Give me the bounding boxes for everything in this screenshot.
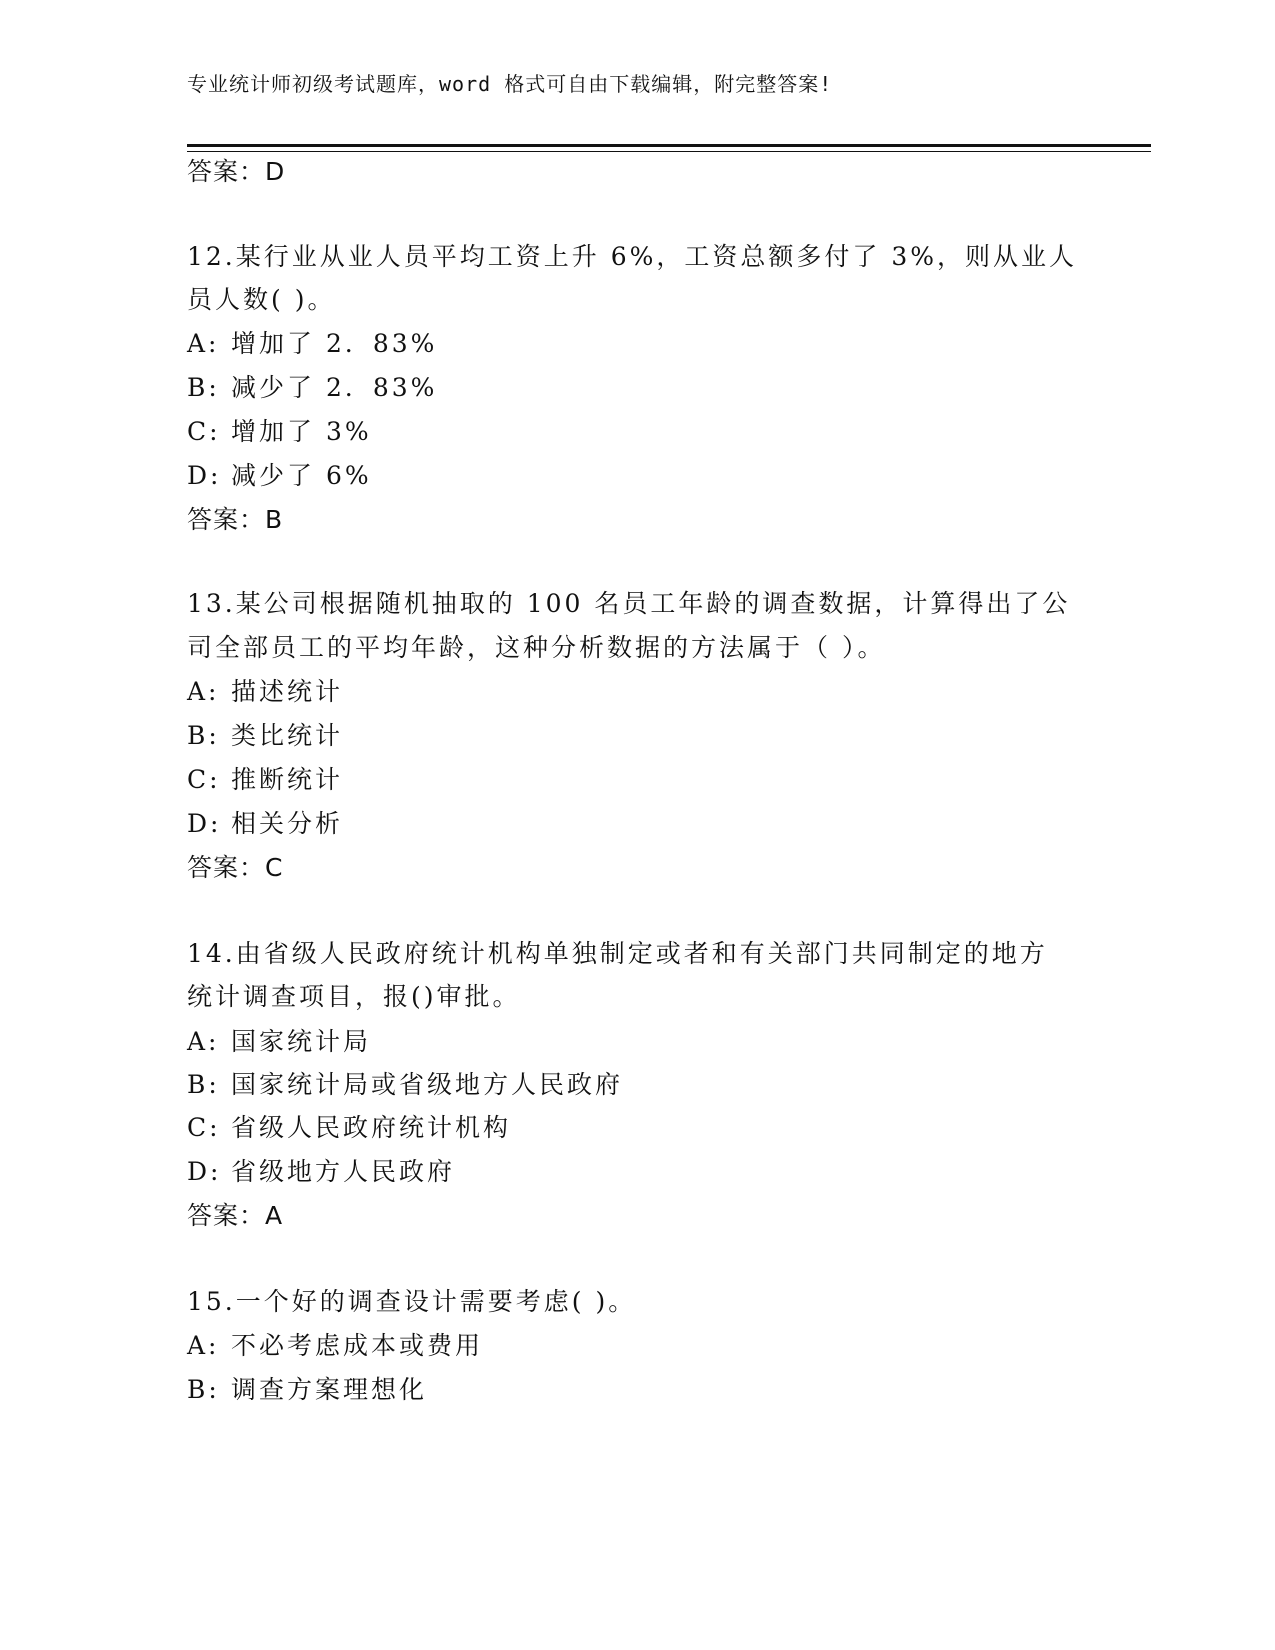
option-letter: C:	[187, 1113, 221, 1142]
question-13-option-d	[187, 810, 1087, 839]
question-13-stem-line-2: 司全部员工的平均年龄，这种分析数据的方法属于（ ）。	[187, 633, 886, 662]
question-12-option-d	[187, 462, 1087, 491]
question-12-stem-line-1: 12.某行业从业人员平均工资上升 6%，工资总额多付了 3%，则从业人	[187, 242, 1077, 271]
question-12-option-b	[187, 374, 1087, 403]
header-rule-thin	[187, 151, 1151, 152]
option-text: 国家统计局或省级地方人民政府	[231, 1070, 624, 1099]
option-letter: B:	[187, 1375, 220, 1404]
question-15-option-a	[187, 1332, 1087, 1361]
question-13-option-c	[187, 766, 1087, 795]
option-letter: C:	[187, 417, 221, 446]
question-14-option-c	[187, 1114, 1087, 1143]
page-header: 专业统计师初级考试题库，word 格式可自由下载编辑，附完整答案!	[187, 72, 833, 96]
option-text: 描述统计	[231, 677, 344, 706]
question-14-answer: 答案：A	[187, 1201, 284, 1230]
option-letter: A:	[187, 329, 220, 358]
option-text: 类比统计	[231, 721, 344, 750]
option-text: 推断统计	[231, 765, 344, 794]
option-text: 相关分析	[231, 809, 344, 838]
question-14-option-a	[187, 1028, 1087, 1057]
option-text: 省级地方人民政府	[231, 1157, 456, 1186]
option-letter: A:	[187, 677, 220, 706]
question-13-option-a	[187, 678, 1087, 707]
question-14-stem-line-2: 统计调查项目，报()审批。	[187, 982, 521, 1011]
question-13-option-b	[187, 722, 1087, 751]
question-12-answer: 答案：B	[187, 505, 284, 534]
option-text: 国家统计局	[231, 1027, 372, 1056]
option-letter: C:	[187, 765, 221, 794]
question-14-option-b	[187, 1071, 1087, 1100]
question-15-stem-line-1: 15.一个好的调查设计需要考虑( )。	[187, 1287, 637, 1316]
option-letter: D:	[187, 1157, 222, 1186]
option-letter: B:	[187, 721, 220, 750]
option-text: 调查方案理想化	[231, 1375, 428, 1404]
option-letter: D:	[187, 809, 222, 838]
question-14-option-d	[187, 1158, 1087, 1187]
option-letter: B:	[187, 1070, 220, 1099]
option-letter: A:	[187, 1331, 220, 1360]
option-letter: A:	[187, 1027, 220, 1056]
option-letter: B:	[187, 373, 220, 402]
answer-previous: 答案：D	[187, 157, 286, 186]
option-letter: D:	[187, 461, 222, 490]
option-text: 省级人民政府统计机构	[231, 1113, 512, 1142]
option-text: 减少了 2．83%	[231, 373, 438, 402]
question-12-option-a	[187, 330, 1087, 359]
option-text: 不必考虑成本或费用	[231, 1331, 484, 1360]
header-rule-thick	[187, 144, 1151, 147]
question-15-option-b	[187, 1376, 1087, 1405]
option-text: 减少了 6%	[231, 461, 372, 490]
question-12-stem-line-2: 员人数( )。	[187, 285, 336, 314]
option-text: 增加了 3%	[231, 417, 372, 446]
option-text: 增加了 2．83%	[231, 329, 438, 358]
question-14-stem-line-1: 14.由省级人民政府统计机构单独制定或者和有关部门共同制定的地方	[187, 939, 1048, 968]
question-13-stem-line-1: 13.某公司根据随机抽取的 100 名员工年龄的调查数据，计算得出了公	[187, 589, 1071, 618]
question-13-answer: 答案：C	[187, 853, 284, 882]
question-12-option-c	[187, 418, 1087, 447]
